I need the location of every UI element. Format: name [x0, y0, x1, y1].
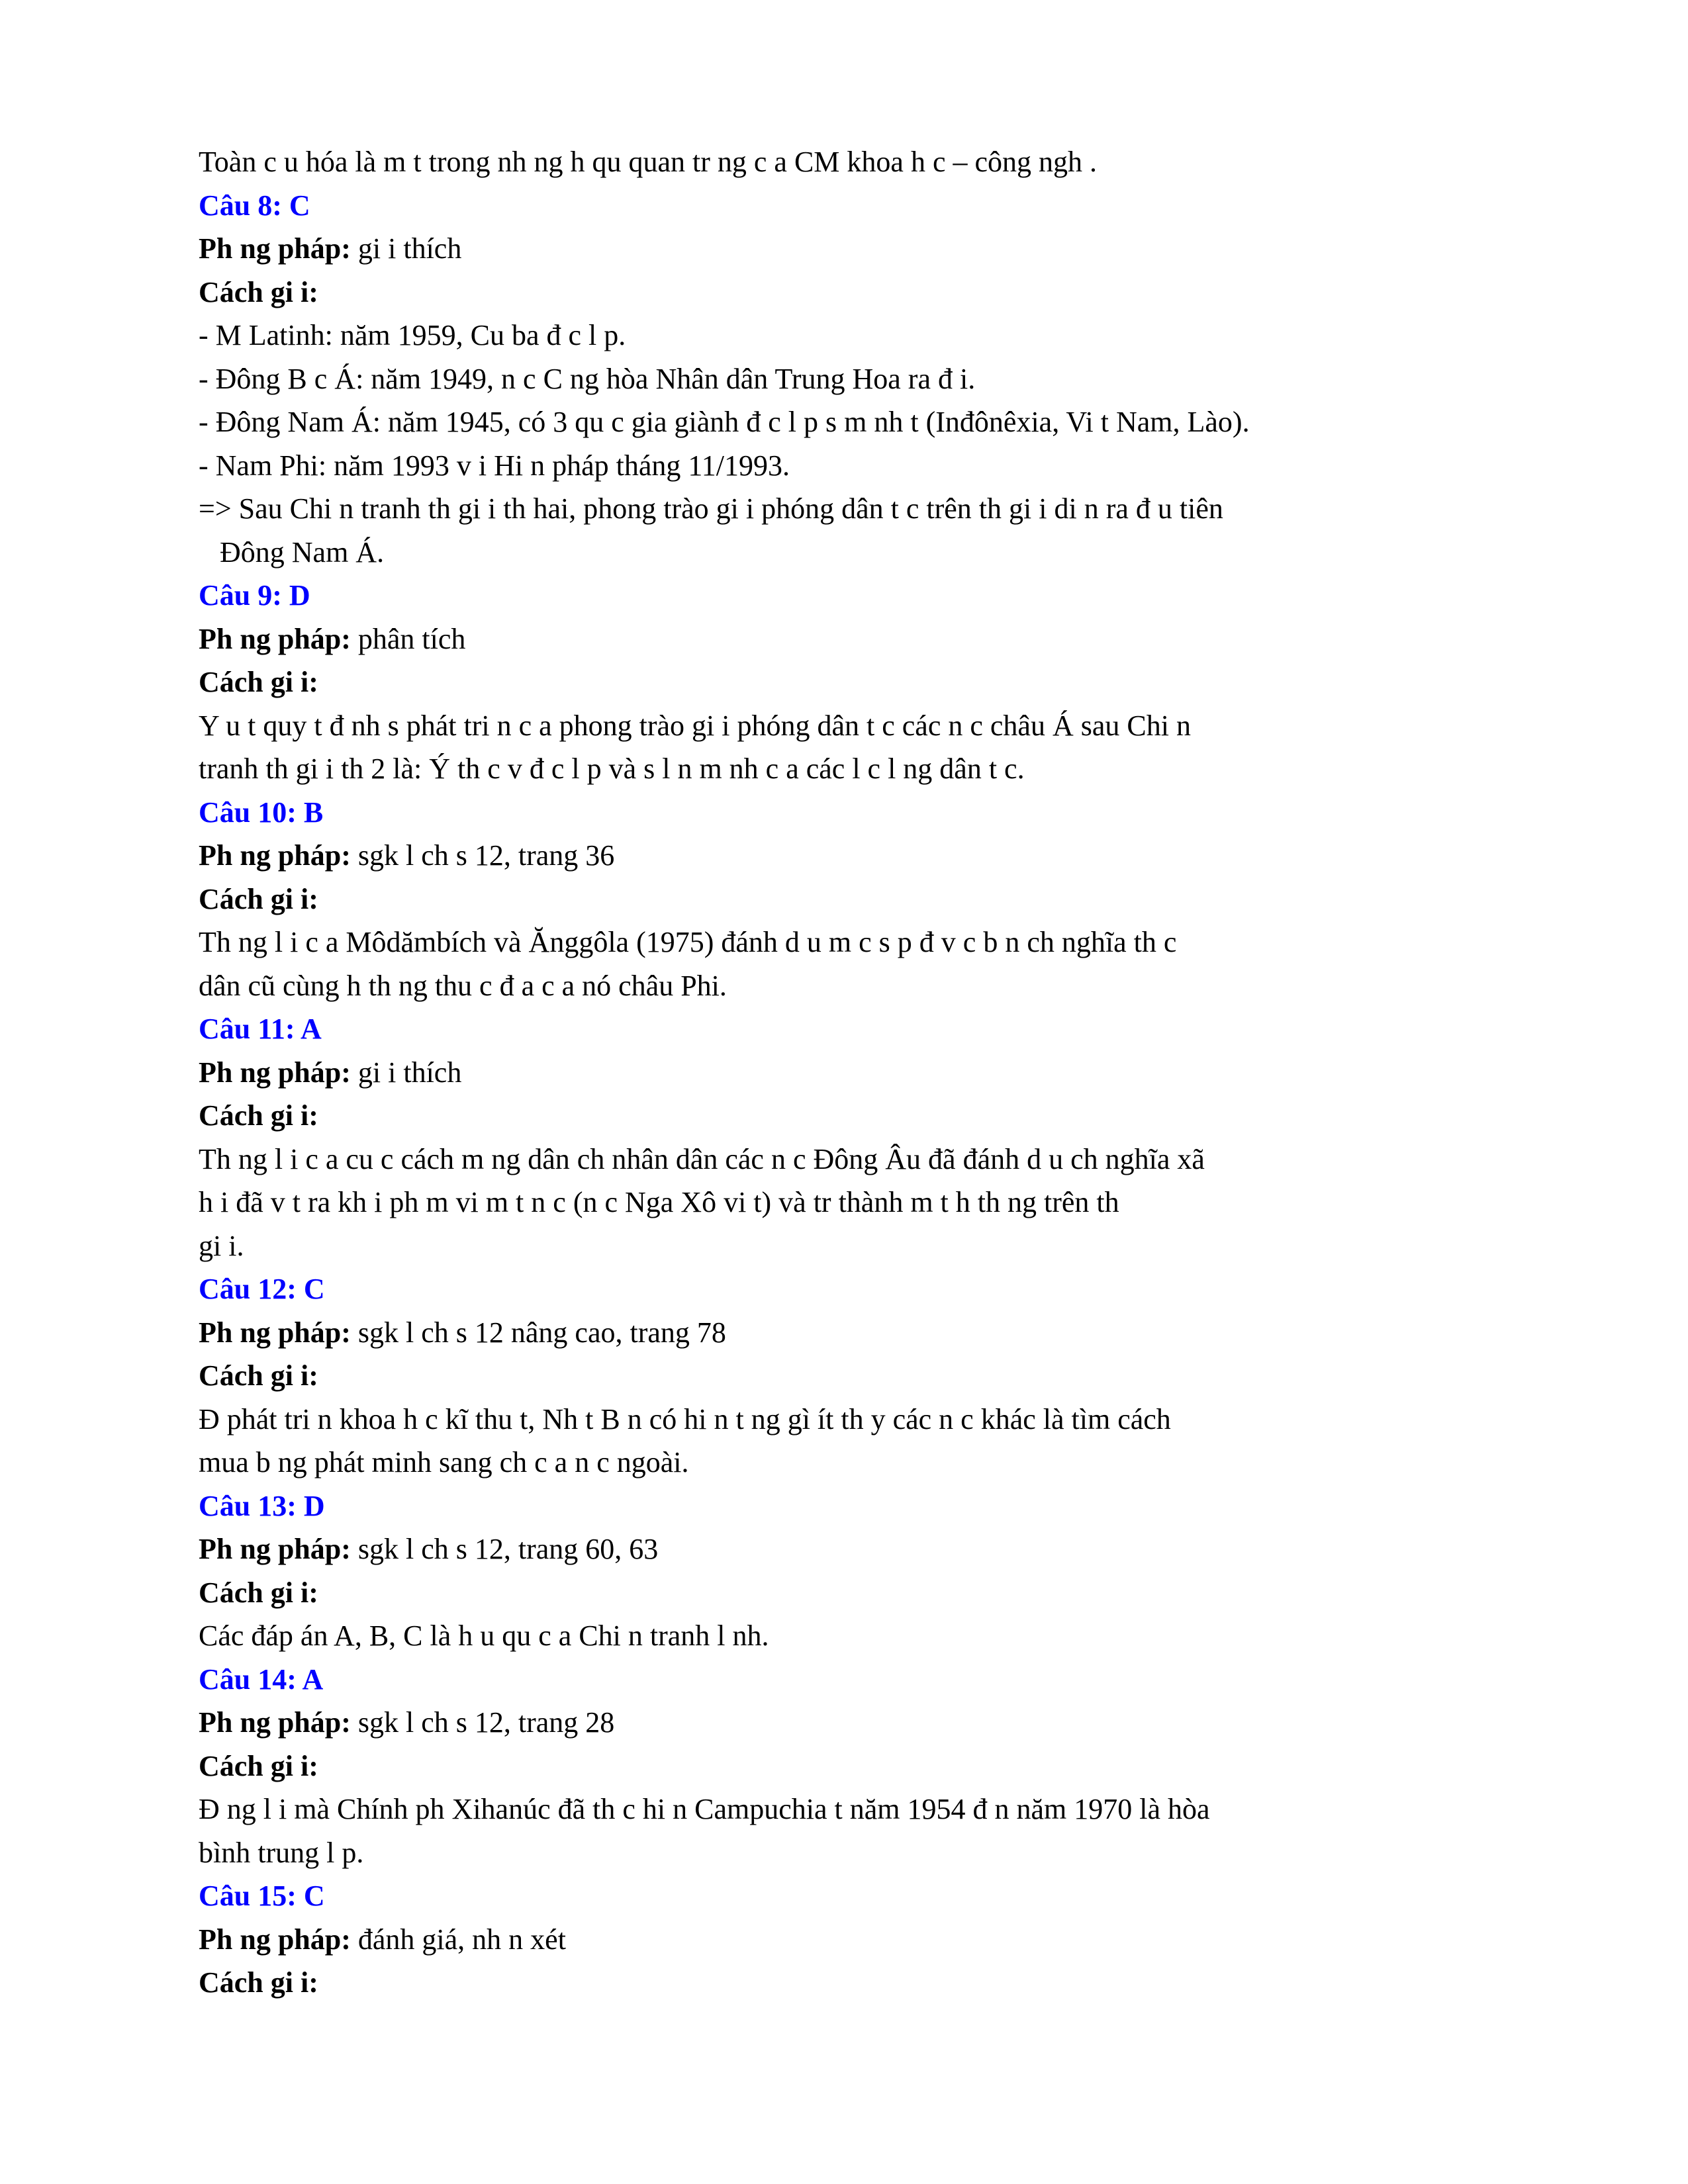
method-label: Ph ng pháp:: [199, 1056, 351, 1089]
question-8-heading: Câu 8: C: [199, 189, 310, 222]
question-12-heading: Câu 12: C: [199, 1273, 325, 1305]
question-10-method: [199, 834, 1496, 878]
question-10-solution-label: Cách gi i:: [199, 882, 318, 915]
document-page: [199, 140, 1496, 2005]
question-14-method: [199, 1701, 1496, 1745]
method-value: đánh giá, nh n xét: [350, 1923, 566, 1956]
method-value: phân tích: [350, 622, 466, 655]
question-8-line: - Đông B c Á: năm 1949, n c C ng hòa Nhân dân Trung Hoa ra đ i.: [199, 362, 976, 395]
question-15-method: [199, 1918, 1496, 1962]
question-8-line: - Nam Phi: năm 1993 v i Hi n pháp tháng 11/1993.: [199, 449, 790, 482]
question-9-method: [199, 617, 1496, 661]
question-11-line: h i đã v t ra kh i ph m vi m t n c (n c Nga Xô vi t) và tr thành m t h th ng trên th: [199, 1186, 1119, 1218]
question-10-line: dân cũ cùng h th ng thu c đ a c a nó châu Phi.: [199, 969, 727, 1002]
method-label: Ph ng pháp:: [199, 1923, 351, 1956]
question-14-line: bình trung l p.: [199, 1836, 364, 1869]
question-8-line: - M Latinh: năm 1959, Cu ba đ c l p.: [199, 319, 626, 351]
question-15-solution-label: Cách gi i:: [199, 1966, 318, 1999]
method-value: sgk l ch s 12 nâng cao, trang 78: [350, 1316, 726, 1349]
question-13-solution-label: Cách gi i:: [199, 1576, 318, 1609]
question-12-line: Đ phát tri n khoa h c kĩ thu t, Nh t B n có hi n t ng gì ít th y các n c khác là tìm cách: [199, 1402, 1171, 1435]
method-value: sgk l ch s 12, trang 36: [350, 839, 615, 872]
question-13-heading: Câu 13: D: [199, 1489, 325, 1522]
method-label: Ph ng pháp:: [199, 1533, 351, 1565]
question-10-heading: Câu 10: B: [199, 796, 324, 829]
question-8-method: [199, 227, 1496, 271]
question-11-method: [199, 1051, 1496, 1095]
question-8-line: Đông Nam Á.: [220, 535, 385, 569]
question-11-line: Th ng l i c a cu c cách m ng dân ch nhân dân các n c Đông Âu đã đánh d u ch nghĩa xã: [199, 1142, 1205, 1175]
question-8-solution-label: Cách gi i:: [199, 275, 318, 308]
intro-paragraph: Toàn c u hóa là m t trong nh ng h qu quan tr ng c a CM khoa h c – công ngh .: [199, 146, 1097, 178]
question-11-heading: Câu 11: A: [199, 1013, 322, 1045]
method-value: sgk l ch s 12, trang 28: [350, 1706, 615, 1739]
method-value: gi i thích: [350, 232, 462, 265]
question-12-method: [199, 1311, 1496, 1355]
question-12-solution-label: Cách gi i:: [199, 1359, 318, 1392]
question-9-solution-label: Cách gi i:: [199, 666, 318, 698]
question-9-line: Y u t quy t đ nh s phát tri n c a phong trào gi i phóng dân t c các n c châu Á sau Chi n: [199, 709, 1191, 742]
question-8-line: - Đông Nam Á: năm 1945, có 3 qu c gia giành đ c l p s m nh t (Inđônêxia, Vi t Nam, Lào).: [199, 406, 1250, 438]
method-label: Ph ng pháp:: [199, 232, 351, 265]
question-11-line: gi i.: [199, 1229, 244, 1262]
question-13-line: Các đáp án A, B, C là h u qu c a Chi n tranh l nh.: [199, 1619, 769, 1652]
question-15-heading: Câu 15: C: [199, 1880, 325, 1912]
method-label: Ph ng pháp:: [199, 1316, 351, 1349]
question-10-line: Th ng l i c a Môdămbích và Ănggôla (1975) đánh d u m c s p đ v c b n ch nghĩa th c: [199, 926, 1177, 958]
question-14-heading: Câu 14: A: [199, 1662, 324, 1696]
question-14-line: Đ ng l i mà Chính ph Xihanúc đã th c hi n Campuchia t năm 1954 đ n năm 1970 là hòa: [199, 1793, 1210, 1825]
method-label: Ph ng pháp:: [199, 622, 351, 655]
method-label: Ph ng pháp:: [199, 839, 351, 872]
method-value: sgk l ch s 12, trang 60, 63: [350, 1533, 659, 1565]
question-9-heading: Câu 9: D: [199, 579, 310, 612]
question-13-method: [199, 1527, 1496, 1571]
question-11-solution-label: Cách gi i:: [199, 1099, 318, 1132]
method-label: Ph ng pháp:: [199, 1706, 351, 1739]
question-14-solution-label: Cách gi i:: [199, 1749, 318, 1782]
question-8-line: => Sau Chi n tranh th gi i th hai, phong trào gi i phóng dân t c trên th gi i di n ra đ u tiên: [199, 492, 1223, 525]
question-9-line: tranh th gi i th 2 là: Ý th c v đ c l p và s l n m nh c a các l c l ng dân t c.: [199, 752, 1025, 785]
question-12-line: mua b ng phát minh sang ch c a n c ngoài.: [199, 1446, 689, 1479]
method-value: gi i thích: [350, 1056, 462, 1089]
